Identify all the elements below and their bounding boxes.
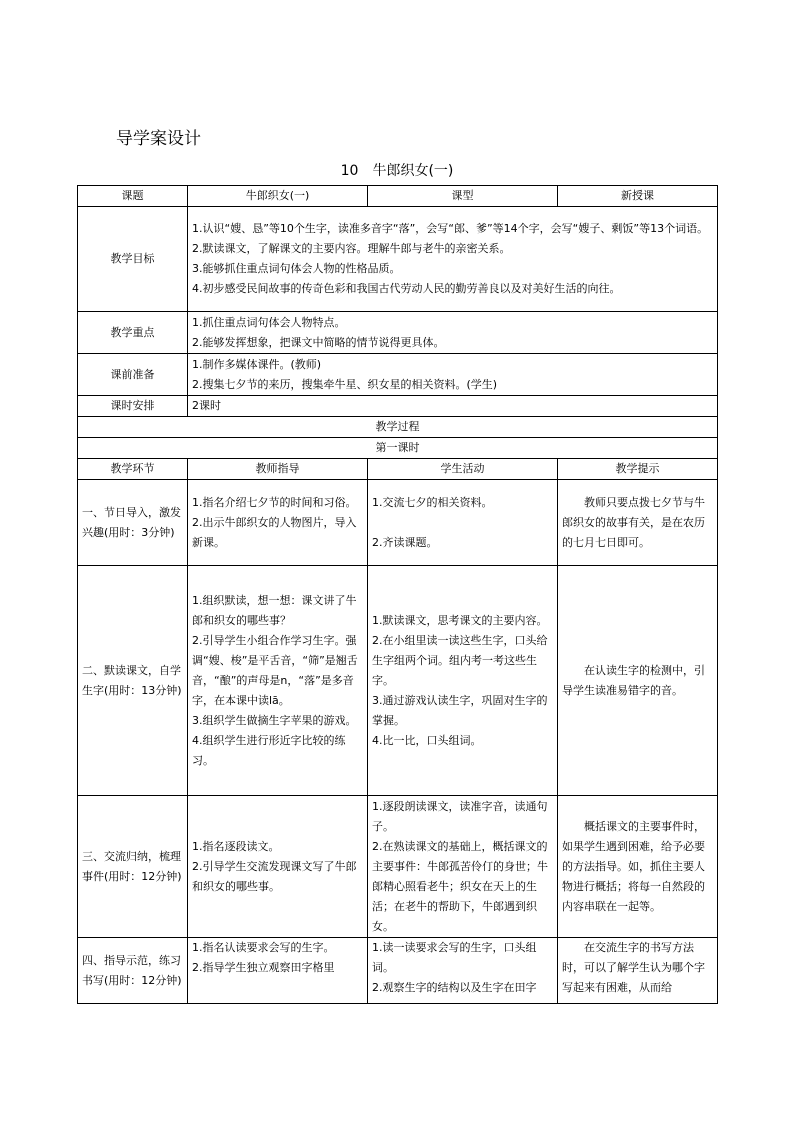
column-header: 教学提示: [558, 459, 718, 480]
table-row: [78, 566, 718, 796]
keypoint-item: 2.能够发挥想象，把课文中简略的情节说得更具体。: [192, 335, 445, 349]
document-heading: 导学案设计: [116, 129, 201, 149]
schedule-label: 课时安排: [78, 396, 188, 417]
student-step: 2.在熟读课文的基础上，概括课文的主要事件：牛郎孤苦伶仃的身世；牛郎精心照看老牛；织女在天上的生活；在老牛的帮助下，牛郎遇到织女。: [372, 839, 548, 933]
student-step: 2.齐读课题。: [372, 535, 438, 549]
student-step: 1.交流七夕的相关资料。: [372, 495, 493, 509]
student-cell: [368, 480, 558, 566]
hint-cell: 教师只要点拨七夕节与牛郎织女的故事有关，是在农历的七月七日即可。: [558, 480, 718, 566]
teacher-cell: [188, 796, 368, 938]
keypoint-item: 1.抓住重点词句体会人物特点。: [192, 315, 346, 329]
process-title-row: [78, 417, 718, 438]
student-step: 1.读一读要求会写的生字，口头组词。: [372, 941, 537, 974]
lesson-plan-table: [77, 185, 718, 1004]
student-step: 1.逐段朗读课文，读准字音，读通句子。: [372, 799, 548, 833]
teacher-step: 2.指导学生独立观察田字格里: [192, 961, 335, 974]
topic-value: 牛郎织女(一): [188, 186, 368, 207]
topic-row: [78, 186, 718, 207]
prep-label: 课前准备: [78, 354, 188, 396]
teacher-step: 2.引导学生小组合作学习生字。强调“嫂、梭”是平舌音，“筛”是翘舌音，“酿”的声母是n，“落”是多音字，在本课中读lā。: [192, 633, 358, 707]
teacher-cell: [188, 938, 368, 1004]
topic-label: 课题: [78, 186, 188, 207]
goal-item: 2.默读课文，了解课文的主要内容。理解牛郎与老牛的亲密关系。: [192, 242, 511, 255]
schedule-row: [78, 396, 718, 417]
stage-cell: 三、交流归纳，梳理事件(用时：12分钟): [78, 796, 188, 938]
student-step: 3.通过游戏认读生字，巩固对生字的掌握。: [372, 693, 548, 727]
stage-cell: 二、默读课文，自学生字(用时：13分钟): [78, 566, 188, 796]
teacher-step: 4.组织学生进行形近字比较的练习。: [192, 733, 346, 767]
hint-cell: 概括课文的主要事件时，如果学生遇到困难，给予必要的方法指导。如，抓住主要人物进行概括；将每一自然段的内容串联在一起等。: [558, 796, 718, 938]
student-step: 4.比一比，口头组词。: [372, 733, 482, 747]
keypoints-row: [78, 312, 718, 354]
process-title: 教学过程: [78, 417, 718, 438]
hint-cell: 在认读生字的检测中，引导学生读准易错字的音。: [558, 566, 718, 796]
student-step: 2.观察生字的结构以及生字在田字: [372, 981, 537, 994]
schedule-value: 2课时: [188, 396, 718, 417]
teacher-step: 1.组织默读，想一想：课文讲了牛郎和织女的哪些事？: [192, 593, 357, 627]
teacher-step: 1.指名介绍七夕节的时间和习俗。: [192, 495, 357, 509]
teacher-cell: [188, 480, 368, 566]
type-value: 新授课: [558, 186, 718, 207]
goal-item: 3.能够抓住重点词句体会人物的性格品质。: [192, 262, 401, 275]
prep-item: 2.搜集七夕节的来历，搜集牵牛星、织女星的相关资料。(学生): [192, 377, 498, 391]
student-cell: [368, 938, 558, 1004]
goals-label: 教学目标: [78, 207, 188, 312]
goals-row: [78, 207, 718, 312]
prep-item: 1.制作多媒体课件。(教师): [192, 357, 322, 371]
keypoints-label: 教学重点: [78, 312, 188, 354]
hint-cell: 在交流生字的书写方法时，可以了解学生认为哪个字写起来有困难，从而给: [558, 938, 718, 1004]
teacher-step: 3.组织学生做摘生字苹果的游戏。: [192, 713, 357, 727]
teacher-step: 1.指名逐段读文。: [192, 839, 280, 853]
column-header: 教师指导: [188, 459, 368, 480]
goal-item: 4.初步感受民间故事的传奇色彩和我国古代劳动人民的勤劳善良以及对美好生活的向往。: [192, 282, 621, 295]
stage-cell: 一、节日导入，激发兴趣(用时：3分钟): [78, 480, 188, 566]
goal-item: 1.认识“嫂、恳”等10个生字，读准多音字“落”，会写“郎、爹”等14个字，会写“嫂子、剩饭”等13个词语。: [192, 222, 709, 235]
teacher-cell: [188, 566, 368, 796]
teacher-step: 2.出示牛郎织女的人物图片，导入新课。: [192, 515, 357, 549]
keypoints-content: [188, 312, 718, 354]
prep-content: [188, 354, 718, 396]
table-row: [78, 796, 718, 938]
prep-row: [78, 354, 718, 396]
student-cell: [368, 796, 558, 938]
period-row: [78, 438, 718, 459]
student-step: 1.默读课文，思考课文的主要内容。: [372, 613, 548, 627]
teacher-step: 2.引导学生交流发现课文写了牛郎和织女的哪些事。: [192, 859, 357, 893]
student-step: 2.在小组里读一读这些生字，口头给生字组两个词。组内考一考这些生字。: [372, 633, 548, 687]
process-header-row: [78, 459, 718, 480]
column-header: 学生活动: [368, 459, 558, 480]
table-row: [78, 938, 718, 1004]
column-header: 教学环节: [78, 459, 188, 480]
goals-content: [188, 207, 718, 312]
student-cell: [368, 566, 558, 796]
type-label: 课型: [368, 186, 558, 207]
teacher-step: 1.指名认读要求会写的生字。: [192, 941, 335, 954]
stage-cell: 四、指导示范，练习书写(用时：12分钟): [78, 938, 188, 1004]
lesson-title: 10 牛郎织女(一): [340, 163, 454, 179]
period-title: 第一课时: [78, 438, 718, 459]
table-row: [78, 480, 718, 566]
